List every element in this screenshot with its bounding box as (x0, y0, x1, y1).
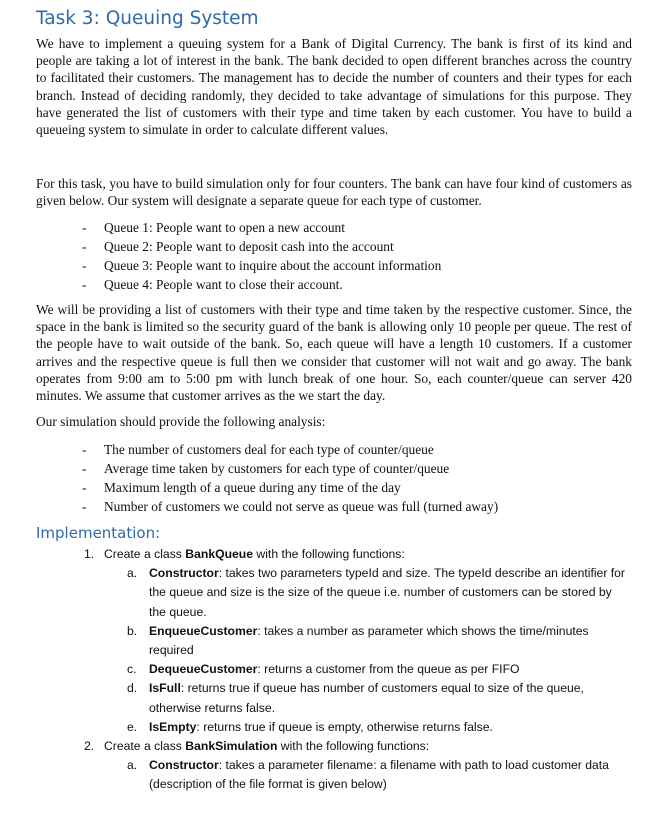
item-letter: b. (127, 623, 138, 638)
class-name: BankQueue (185, 547, 254, 561)
analysis-intro: Our simulation should provide the following analysis: (36, 414, 326, 429)
function-desc: : returns a customer from the queue as per FIFO (257, 662, 520, 677)
function-item-sim-constructor (0, 756, 629, 794)
item-letter: c. (127, 662, 137, 677)
list-item: - Maximum length of a queue during any time of the day (82, 478, 622, 497)
function-item-isempty (0, 718, 629, 737)
step-2 (0, 737, 624, 756)
step-1 (0, 545, 624, 564)
function-desc: : returns true if queue is empty, otherwise returns false. (196, 719, 493, 734)
function-name: DequeueCustomer (149, 662, 258, 677)
item-letter: d. (127, 681, 138, 696)
function-desc: : takes a number as parameter which shows the time/minutes required (149, 623, 589, 658)
function-name: EnqueueCustomer (149, 623, 258, 638)
list-item: - Queue 3: People want to inquire about the account information (82, 256, 622, 275)
function-item-enqueue (0, 622, 629, 660)
function-name: IsEmpty (149, 719, 197, 734)
function-desc: : takes two parameters typeId and size. The typeId describe an identifier for the queue and size is the size of the queue i.e. number of customers can be stored by the queue. (149, 566, 625, 619)
intro-paragraph: We have to implement a queuing system for a Bank of Digital Currency. The bank is first of its kind and people are taking a lot of interest in the bank. The bank decided to open different branches across the country to facilitated their customers. The management has to decide the number of counters and their types for each branch. Instead of deciding randomly, they decided to take advantage of simulations for this purpose. They have generated the list of customers with their type and time taken by each customer. You have to build a queueing system to simulate in order to calculate different values. (36, 36, 632, 138)
item-letter: a. (127, 758, 138, 773)
item-letter: a. (127, 566, 138, 581)
function-item-dequeue (0, 660, 629, 679)
class-name: BankSimulation (185, 739, 278, 754)
step-suffix: with the following functions: (277, 739, 430, 754)
step-prefix: Create a class (104, 739, 186, 754)
step-prefix: Create a class (104, 547, 186, 561)
function-desc: : returns true if queue has number of customers equal to size of the queue, otherwise returns false. (149, 681, 584, 715)
list-item: - Average time taken by customers for each type of counter/queue (82, 459, 622, 478)
list-item: - Number of customers we could not serve as queue was full (turned away) (82, 497, 622, 516)
item-letter: e. (127, 719, 138, 734)
function-item-isfull (0, 679, 629, 717)
list-item: - Queue 1: People want to open a new account (82, 218, 622, 237)
task-title: Task 3: Queuing System (36, 8, 259, 29)
function-name: IsFull (149, 681, 181, 696)
function-name: Constructor (149, 566, 219, 581)
list-item: - Queue 2: People want to deposit cash into the account (82, 237, 622, 256)
function-desc: : takes a parameter filename: a filename with path to load customer data (description of the file format is given below) (149, 758, 609, 792)
implementation-list (0, 545, 667, 795)
queue-list (82, 218, 622, 294)
function-name: Constructor (149, 758, 219, 773)
step-number: 1. (84, 547, 95, 561)
analysis-list (82, 440, 622, 516)
details-paragraph: We will be providing a list of customers with their type and time taken by the respective customer. Since, the space in the bank is limited so the security guard of the bank is allowing only 10 people per queue. The rest of the people have to wait outside of the bank. So, each queue will have a length 10 customers. If a customer arrives and the respective queue is full then we consider that customer will not wait and go away. The bank operates from 9:00 am to 5:00 pm with lunch break of one hour. So, each counter/queue can server 420 minutes. We assume that customer arrives as the we start the day. (36, 302, 632, 404)
list-item: - Queue 4: People want to close their account. (82, 275, 622, 294)
implementation-heading: Implementation: (36, 524, 161, 542)
task-paragraph: For this task, you have to build simulation only for four counters. The bank can have four kind of customers as given below. Our system will designate a separate queue for each type of customer. (36, 176, 632, 209)
step-suffix: with the following functions: (253, 547, 405, 561)
step-number: 2. (84, 739, 95, 754)
list-item: - The number of customers deal for each type of counter/queue (82, 440, 622, 459)
function-item-constructor (0, 564, 629, 622)
